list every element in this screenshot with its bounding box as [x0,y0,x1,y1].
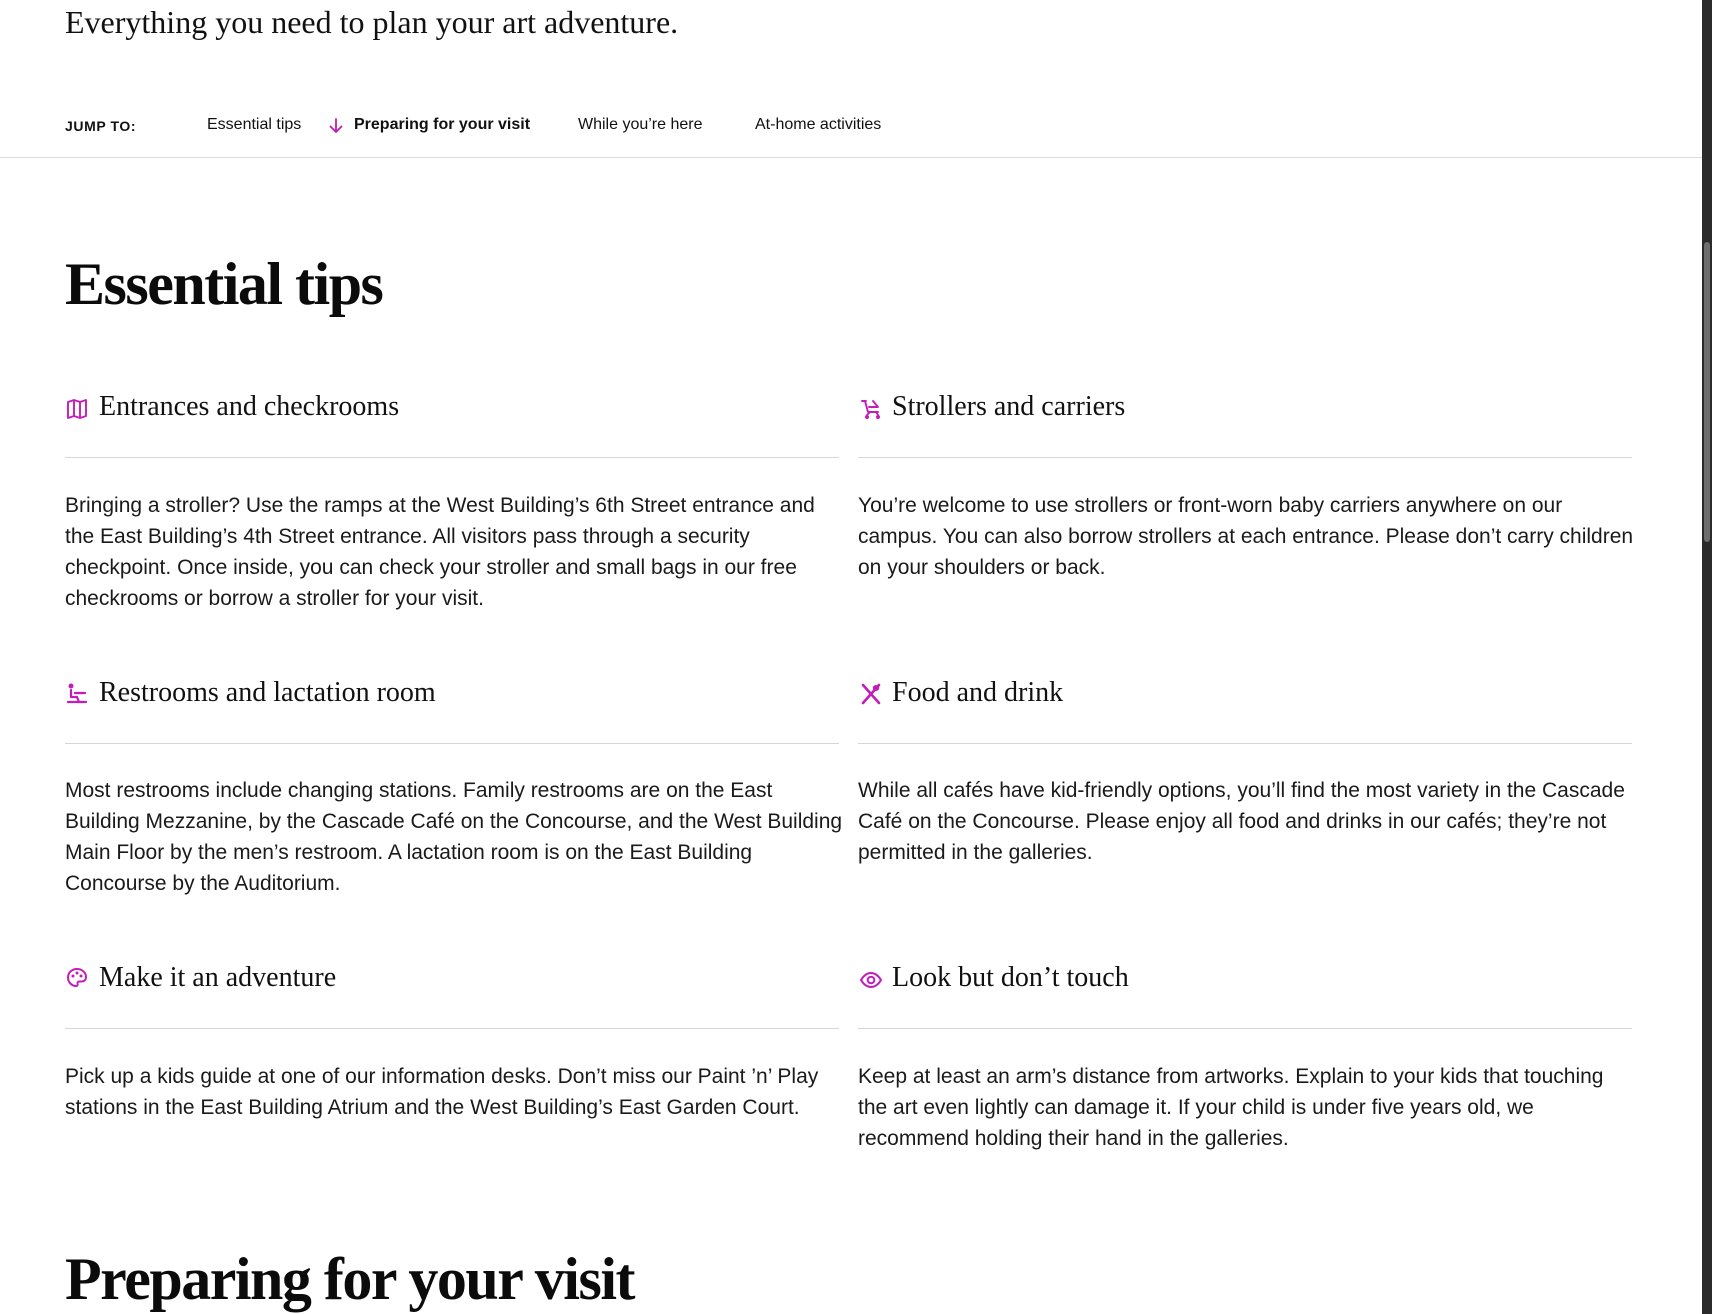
jump-to-nav [0,94,1702,158]
divider [65,457,839,458]
tip-body: Most restrooms include changing stations. Family restrooms are on the East Building Mezzanine, by the Cascade Café on the Concourse, and the West Building Main Floor by the men’s restroom. A lactation room is on the East Building Concourse by the Auditorium. [65,779,843,895]
tip-body: Keep at least an arm’s distance from artworks. Explain to your kids that touching the art even lightly can damage it. If your child is under five years old, we recommend holding their hand in the galleries. [858,1065,1604,1150]
tip-body: While all cafés have kid-friendly options, you’ll find the most variety in the Cascade Café on the Concourse. Please enjoy all food and drinks in our cafés; they’re not permitted in the galleries. [858,779,1625,864]
tip-title: Restrooms and lactation room [99,677,436,708]
palette-icon [65,966,89,990]
tip-title: Look but don’t touch [892,962,1129,993]
divider [65,743,839,744]
intro-text: Everything you need to plan your art adventure. [65,4,679,40]
divider [65,1028,839,1029]
nav-link-preparing[interactable]: Preparing for your visit [354,116,531,133]
nav-link-essential-tips[interactable]: Essential tips [207,116,302,133]
nav-link-while-here[interactable]: While you’re here [578,116,703,133]
scrollbar[interactable] [1702,0,1712,1314]
utensils-icon [859,682,883,706]
divider [858,743,1632,744]
tip-body: Bringing a stroller? Use the ramps at the West Building’s 6th Street entrance and the East Building’s 4th Street entrance. All visitors pass through a security checkpoint. Once inside, you can check your stroller and small bags in our free checkrooms or borrow a stroller for your visit. [65,494,815,610]
divider [858,457,1632,458]
section-heading-preparing: Preparing for your visit [65,1246,634,1312]
eye-icon [859,968,883,992]
scrollbar-thumb[interactable] [1704,242,1710,542]
tip-title: Food and drink [892,677,1064,708]
map-icon [65,397,89,421]
baby-changing-icon [65,682,89,706]
divider [858,1028,1632,1029]
tip-body: You’re welcome to use strollers or front-worn baby carriers anywhere on our campus. You can also borrow strollers at each entrance. Please don’t carry children on your shoulders or back. [858,494,1634,579]
tip-title: Strollers and carriers [892,391,1126,422]
section-heading-essential-tips: Essential tips [65,251,383,317]
jump-to-label: JUMP TO: [65,118,137,134]
stroller-icon [859,397,883,421]
tip-body: Pick up a kids guide at one of our information desks. Don’t miss our Paint ’n’ Play stations in the East Building Atrium and the West Building’s East Garden Court. [65,1065,819,1119]
tip-title: Entrances and checkrooms [99,391,400,422]
tip-title: Make it an adventure [99,962,337,993]
nav-link-at-home[interactable]: At-home activities [755,116,882,133]
arrow-down-icon [326,116,346,136]
